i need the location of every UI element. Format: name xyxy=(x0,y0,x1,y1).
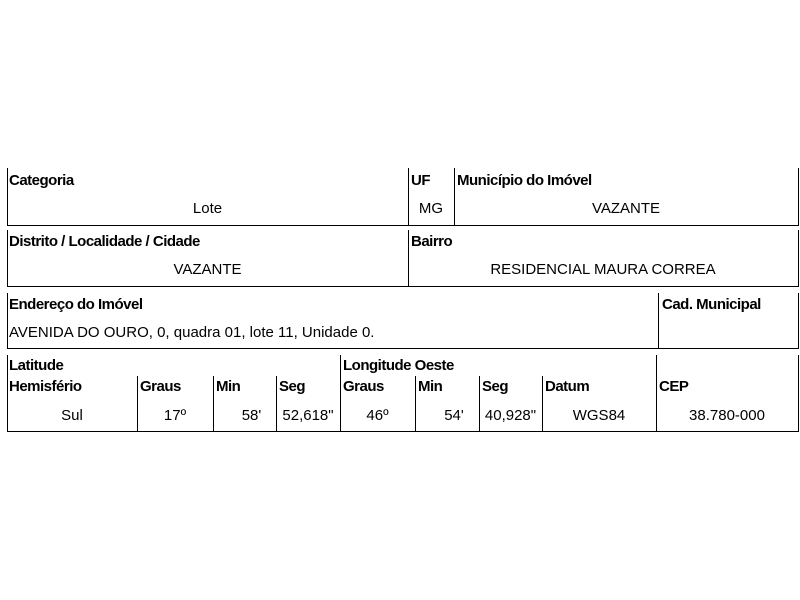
border xyxy=(7,225,799,226)
categoria-label: Categoria xyxy=(9,172,74,189)
lat-min-value: 58' xyxy=(241,407,262,424)
hemisferio-label: Hemisfério xyxy=(9,378,82,395)
border xyxy=(7,348,799,349)
cep-label: CEP xyxy=(659,378,689,395)
border xyxy=(798,293,799,349)
border xyxy=(7,286,799,287)
uf-label: UF xyxy=(411,172,430,189)
lat-seg-value: 52,618" xyxy=(282,407,334,424)
longitude-label: Longitude Oeste xyxy=(343,357,454,374)
datum-value: WGS84 xyxy=(572,407,626,424)
datum-label: Datum xyxy=(545,378,590,395)
border xyxy=(798,168,799,226)
lat-min-label: Min xyxy=(216,378,241,395)
cad-municipal-label: Cad. Municipal xyxy=(662,296,761,313)
hemisferio-value: Sul xyxy=(61,407,83,424)
latitude-label: Latitude xyxy=(9,357,64,374)
lon-seg-label: Seg xyxy=(482,378,509,395)
categoria-value: Lote xyxy=(192,200,223,217)
endereco-label: Endereço do Imóvel xyxy=(9,296,143,313)
lat-seg-label: Seg xyxy=(279,378,306,395)
bairro-label: Bairro xyxy=(411,233,453,250)
distrito-label: Distrito / Localidade / Cidade xyxy=(9,233,200,250)
bairro-value: RESIDENCIAL MAURA CORREA xyxy=(490,261,716,278)
lon-graus-value: 46º xyxy=(366,407,389,424)
uf-value: MG xyxy=(418,200,444,217)
endereco-value: AVENIDA DO OURO, 0, quadra 01, lote 11, Unidade 0. xyxy=(9,324,375,341)
lon-graus-label: Graus xyxy=(343,378,384,395)
border xyxy=(658,293,659,349)
lon-seg-value: 40,928" xyxy=(484,407,537,424)
border xyxy=(7,431,799,432)
municipio-label: Município do Imóvel xyxy=(457,172,592,189)
distrito-value: VAZANTE xyxy=(173,261,242,278)
border xyxy=(798,230,799,287)
lon-min-value: 54' xyxy=(444,407,464,424)
cep-value: 38.780-000 xyxy=(689,407,765,424)
lat-graus-label: Graus xyxy=(140,378,181,395)
border xyxy=(798,355,799,432)
municipio-value: VAZANTE xyxy=(591,200,661,217)
border xyxy=(7,293,8,349)
lon-min-label: Min xyxy=(418,378,443,395)
lat-graus-value: 17º xyxy=(163,407,187,424)
